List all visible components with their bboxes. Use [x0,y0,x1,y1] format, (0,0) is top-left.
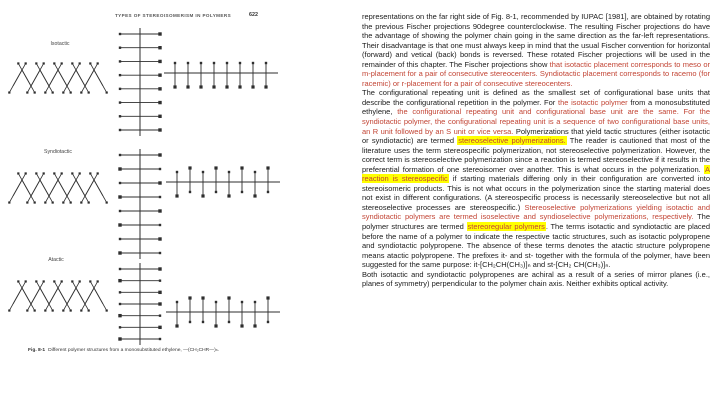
figure-label-isotactic: Isotactic [50,41,70,47]
plain-text: Polymerizations that yield tactic structures (either isotactic or syndiotactic) are termed [362,126,710,146]
figure-label-syndiotactic: Syndiotactic [44,149,72,155]
figure-label-atactic: Atactic [48,257,64,263]
body-text-column [362,12,710,289]
figure-caption-label: Fig. 8-1 [28,348,46,353]
right-page [361,0,714,404]
isotactic-zigzag-diagram [8,52,108,104]
syndiotactic-zigzag-diagram [8,162,108,214]
syndiotactic-fischer-projection [112,147,168,261]
syndiotactic-rotated-projection [164,163,282,201]
plain-text: representations on the far right side of Fig. 8-1, recommended by IUPAC [1981], are obtained by rotating the previous Fischer projections 90degree counterclockwise. The resulting Fischer projections do have the advantage of showing the polymer chain going in the same direction as the far-left representations. Their disadvantage is that one must always keep in mind that the usual Fischer convention for horizontal (forward) and vetical (back) bonds is reversed. These rotated Fischer projections will be used in the remainder of this chapter. The Fischer projections show [362,12,710,69]
isotactic-fischer-projection [112,26,168,138]
running-head: TYPES OF STEREOISOMERISM IN POLYMERS [114,13,232,18]
body-text-paragraph [362,12,710,88]
plain-text: The reader is cautioned that most of the literature uses the term stereospecific polymerization, not stereoselective polymerization. However, the correct term is stereoselective polymerization since a reaction is termed stereoselective if it results in the preferential formation of one stereoisomer over another. This is what occurs in the polymerization. [362,136,711,174]
isotactic-rotated-projection [162,54,280,92]
red-emphasis-text: that isotactic placement corresponds to meso or m-placement for a pair of consecutive stereocenters. Syndiotactic placement corresponds to racemo (for racemic) or r-placement for a pair of consecutive stereocenters. [362,59,710,88]
red-emphasis-text: Stereoselective polymerizations yielding isotactic and syndiotactic polymers are termed isoselective and syndioselective polymerizations, respectively. [362,202,710,222]
highlighted-text: stereoregular polymers [467,222,545,232]
highlighted-text: A reaction is stereospecific [362,164,710,184]
plain-text: from a monosubstituted ethylene, [362,97,710,117]
figure-caption [28,347,318,353]
highlighted-text: stereoselective polymerizations. [458,136,566,146]
page-number: 622 [249,12,258,18]
plain-text: The configurational repeating unit is defined as the smallest set of configurational base units that describe the configurational repetition in the polymer. For [362,88,710,107]
figure-caption-text: Different polymer structures from a monosubstituted ethylene, —(CH₂CHR—)ₙ. [48,348,220,353]
plain-text: . The terms isotactic and syndiotactic are placed before the name of a polymer to indicate the respective tactic structures, such as isotactic polypropene and syndiotactic polypropene. The absence of these terms denotes the atactic structure polypropene means atactic polypropene. The prefixes it- and st- together with the formula of the polymer, have been suggested for the same purpose: it-[CH₂CH(CH₃)]ₙ and st-[CH₂ CH(CH₃)]ₙ. [362,222,710,270]
body-text-paragraph [362,88,710,269]
atactic-fischer-projection [112,261,168,347]
red-emphasis-text: the configurational repeating unit and configurational base unit are the same. For the syndiotactic polymer, the configurational repeating unit is a sequence of two configurational base units, an R unit followed by an S unit or vice versa. [362,107,710,136]
left-page [0,0,358,404]
red-emphasis-text: the isotactic polymer [558,97,628,107]
body-text-paragraph [362,270,710,289]
plain-text: if starting materials differing only in their configuration are converted into stereoisomeric products. This is not what occurs in the polymerization since the starting material does not exist in different configurations. (A stereospecific process is necessarily stereoselective but not all stereoselective processes are stereospecific.) [362,174,710,212]
plain-text: Both isotactic and syndiotactic polypropenes are achiral as a result of a series of mirror planes (i.e., planes of symmetry) perpendicular to the polymer chain axis. Neither exhibits optical activity. [362,269,710,289]
plain-text: The polymer structures are termed [362,212,710,232]
atactic-zigzag-diagram [8,270,108,322]
atactic-rotated-projection [164,293,282,331]
